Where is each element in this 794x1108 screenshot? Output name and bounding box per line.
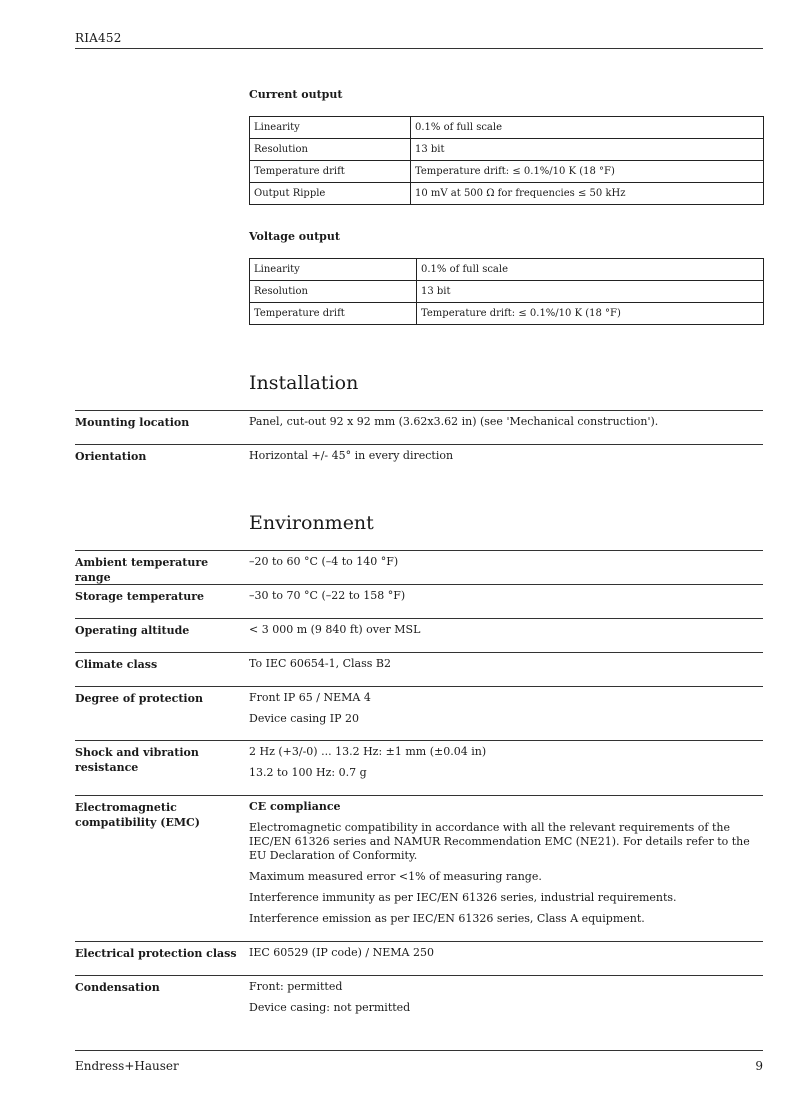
voltage-output-table: [249, 258, 764, 325]
table-cell-value: 10 mV at 500 Ω for frequencies ≤ 50 kHz: [411, 183, 764, 205]
table-cell-label: Resolution: [250, 139, 411, 161]
spec-line: –20 to 60 °C (–4 to 140 °F): [249, 555, 399, 568]
page-header: [75, 27, 763, 49]
spec-content: [249, 449, 763, 470]
table-row: [250, 117, 764, 139]
voltage-output-heading: Voltage output: [249, 230, 340, 243]
table-cell-label: Temperature drift: [250, 161, 411, 183]
spec-content: [249, 623, 763, 644]
table-cell-value: 0.1% of full scale: [417, 259, 764, 281]
table-cell-value: Temperature drift: ≤ 0.1%/10 K (18 °F): [417, 303, 764, 325]
spec-line: Electromagnetic compatibility in accordance with all the relevant requirements of the IEC/EN 61326 series and NAMUR Recommendation EMC (NE21). For details refer to the EU Declaration of Conformity.: [249, 821, 750, 862]
spec-line: Interference emission as per IEC/EN 61326 series, Class A equipment.: [249, 912, 645, 925]
spec-content: [249, 691, 763, 733]
spec-label: Mounting location: [75, 416, 190, 429]
table-cell-label: Temperature drift: [250, 303, 417, 325]
spec-line: 13.2 to 100 Hz: 0.7 g: [249, 766, 367, 779]
spec-row-electrical-protection: [75, 941, 763, 976]
header-title: RIA452: [75, 31, 122, 45]
table-row: [250, 281, 764, 303]
table-cell-label: Resolution: [250, 281, 417, 303]
table-row: [250, 139, 764, 161]
spec-line: CE compliance: [249, 800, 341, 813]
spec-row-mounting-location: [75, 410, 763, 445]
spec-label: Electromagnetic compatibility (EMC): [75, 801, 201, 829]
spec-label: Orientation: [75, 450, 147, 463]
spec-line: Device casing IP 20: [249, 712, 359, 725]
spec-row-orientation: [75, 444, 763, 505]
spec-label: Storage temperature: [75, 590, 205, 603]
spec-line: To IEC 60654-1, Class B2: [249, 657, 391, 670]
spec-line: Device casing: not permitted: [249, 1001, 411, 1014]
spec-content: [249, 800, 763, 933]
spec-row-condensation: [75, 975, 763, 1036]
table-row: [250, 161, 764, 183]
installation-title: Installation: [249, 372, 359, 394]
table-cell-label: Output Ripple: [250, 183, 411, 205]
spec-row-degree-of-protection: [75, 686, 763, 741]
spec-content: [249, 415, 763, 436]
spec-row-ambient-temperature: [75, 550, 763, 585]
footer-brand: Endress+Hauser: [75, 1059, 179, 1073]
table-cell-value: 13 bit: [417, 281, 764, 303]
spec-line: Front: permitted: [249, 980, 343, 993]
table-cell-label: Linearity: [250, 259, 417, 281]
spec-row-shock-vibration: [75, 740, 763, 796]
spec-label: Operating altitude: [75, 624, 190, 637]
current-output-table: [249, 116, 764, 205]
spec-row-storage-temperature: [75, 584, 763, 619]
spec-line: 2 Hz (+3/-0) ... 13.2 Hz: ±1 mm (±0.04 in): [249, 745, 487, 758]
spec-line: Interference immunity as per IEC/EN 61326 series, industrial requirements.: [249, 891, 677, 904]
spec-label: Degree of protection: [75, 692, 203, 705]
current-output-heading: Current output: [249, 88, 343, 101]
spec-content: [249, 745, 763, 787]
spec-line: Front IP 65 / NEMA 4: [249, 691, 371, 704]
spec-content: [249, 980, 763, 1022]
spec-line: Panel, cut-out 92 x 92 mm (3.62x3.62 in) (see 'Mechanical construction').: [249, 415, 659, 428]
spec-label: Climate class: [75, 658, 158, 671]
spec-label: Electrical protection class: [75, 947, 237, 960]
table-row: [250, 303, 764, 325]
spec-line: Maximum measured error <1% of measuring range.: [249, 870, 542, 883]
spec-content: [249, 657, 763, 678]
table-row: [250, 259, 764, 281]
table-row: [250, 183, 764, 205]
spec-content: [249, 946, 763, 967]
page-number: 9: [755, 1059, 763, 1073]
spec-line: < 3 000 m (9 840 ft) over MSL: [249, 623, 421, 636]
spec-line: Horizontal +/- 45° in every direction: [249, 449, 454, 462]
spec-line: –30 to 70 °C (–22 to 158 °F): [249, 589, 406, 602]
spec-row-emc: [75, 795, 763, 942]
table-cell-value: Temperature drift: ≤ 0.1%/10 K (18 °F): [411, 161, 764, 183]
spec-row-operating-altitude: [75, 618, 763, 653]
environment-title: Environment: [249, 512, 374, 534]
spec-label: Shock and vibration resistance: [75, 746, 199, 774]
spec-content: [249, 555, 763, 576]
spec-content: [249, 589, 763, 610]
spec-row-climate-class: [75, 652, 763, 687]
spec-label: Ambient temperature range: [75, 556, 209, 584]
table-cell-value: 0.1% of full scale: [411, 117, 764, 139]
spec-line: IEC 60529 (IP code) / NEMA 250: [249, 946, 434, 959]
table-cell-label: Linearity: [250, 117, 411, 139]
table-cell-value: 13 bit: [411, 139, 764, 161]
spec-label: Condensation: [75, 981, 160, 994]
page-footer: [75, 1050, 763, 1073]
